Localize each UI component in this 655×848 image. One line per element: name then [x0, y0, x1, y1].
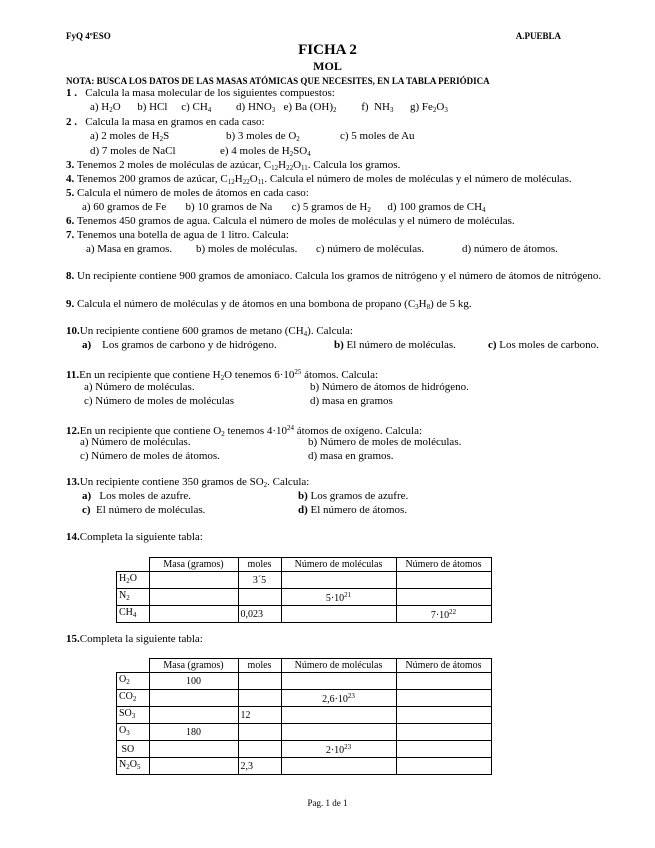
- table-row: [117, 724, 492, 741]
- q10-option-a: [82, 339, 277, 352]
- question-text: En un recipiente que contiene: [79, 369, 213, 381]
- q7-option-c: c) número de moléculas.: [316, 243, 425, 255]
- question-text-end: ). Calcula:: [307, 325, 353, 337]
- question-number: 6.: [66, 215, 75, 227]
- molecules-cell[interactable]: [281, 606, 396, 623]
- option-text: El número de moléculas.: [346, 339, 456, 351]
- q13-option-d: [298, 504, 407, 517]
- question-number: 10.: [66, 325, 80, 337]
- option-text: El número de moléculas.: [96, 504, 206, 516]
- note: NOTA: BUSCA LOS DATOS DE LAS MASAS ATÓMICAS QUE NECESITES, EN LA TABLA PERIÓDICA: [66, 76, 490, 86]
- atoms-cell[interactable]: [396, 707, 491, 724]
- q12-option-a: a) Número de moléculas.: [80, 436, 191, 448]
- option-text: Los gramos de azufre.: [310, 490, 409, 502]
- table-header-row: [117, 659, 492, 673]
- question-text-end: átomos. Calcula:: [301, 369, 379, 381]
- question-text-end: . Calcula:: [267, 476, 310, 488]
- question-number: 1 .: [66, 87, 77, 99]
- q2-options-row-1: a) 2 moles de $H_2S$: [90, 130, 170, 143]
- formula-cell: $SO_3$: [117, 707, 150, 724]
- formula-cell: $N_2$: [117, 589, 150, 606]
- question-text: Un recipiente contiene 900 gramos de amoniaco. Calcula los gramos de nitrógeno y el número de átomos de nitrógeno.: [77, 270, 602, 282]
- question-text: Tenemos 450 gramos de agua. Calcula el número de moles de moléculas y el número de moléculas.: [76, 215, 515, 227]
- q13-option-b: [298, 490, 408, 503]
- table-header-row: [117, 558, 492, 572]
- option-label: c): [488, 339, 497, 351]
- atoms-cell[interactable]: [396, 690, 491, 707]
- option-text: Los moles de azufre.: [99, 490, 192, 502]
- question-number: 7.: [66, 229, 75, 241]
- question-text-end: ) de 5 kg.: [430, 298, 472, 310]
- q12-option-c: c) Número de moles de átomos.: [80, 450, 220, 462]
- option-label: b): [334, 339, 344, 351]
- page-subtitle: MOL: [313, 59, 342, 73]
- exponent: 22: [449, 608, 457, 616]
- formula-cell: $CH_4$: [117, 606, 150, 623]
- atoms-cell[interactable]: [396, 673, 491, 690]
- table-row: [117, 589, 492, 606]
- exponent: 25: [294, 368, 302, 376]
- question-text: Completa la siguiente tabla:: [79, 531, 203, 543]
- molecules-cell[interactable]: [281, 741, 396, 758]
- header-cell: Número de átomos: [396, 659, 491, 673]
- option-text: Los moles de carbono.: [499, 339, 599, 351]
- mass-cell[interactable]: [149, 758, 238, 775]
- q10-option-c: [488, 339, 599, 352]
- moles-cell[interactable]: [238, 724, 281, 741]
- header-cell: Masa (gramos): [149, 558, 238, 572]
- q2-option-c: c) 5 moles de Au: [340, 130, 415, 142]
- table-row: [117, 690, 492, 707]
- question-text: Calcula el número de moles de átomos en cada caso:: [77, 187, 309, 199]
- question-number: 14.: [66, 531, 80, 543]
- question-5: [66, 187, 309, 200]
- exponent: 21: [344, 591, 352, 599]
- q13-option-a: [82, 490, 191, 503]
- exponent: 23: [347, 692, 355, 700]
- question-text: Calcula el número de moléculas y de átomos en una bombona de propano (: [77, 298, 408, 310]
- course-label: FyQ 4ºESO: [66, 31, 111, 41]
- q2-option-d: d) 7 moles de NaCl: [90, 145, 176, 157]
- exponent: 24: [287, 424, 295, 432]
- question-4: 4. Tenemos 200 gramos de azúcar, $C_{12}H_{22}O_{11}$. Calcula el número de moles de moléculas y el número de moléculas.: [66, 173, 572, 186]
- mass-cell[interactable]: [149, 690, 238, 707]
- moles-cell[interactable]: 0,023: [238, 606, 281, 623]
- cell-value: 2,6·10: [322, 694, 348, 705]
- question-text: Calcula la masa molecular de los siguientes compuestos:: [85, 87, 335, 99]
- cell-value: 2·10: [325, 745, 345, 756]
- question-2: [66, 116, 265, 129]
- option-label: c): [82, 504, 91, 516]
- q7-option-d: d) número de átomos.: [462, 243, 558, 255]
- page-footer: Pag. 1 de 1: [307, 798, 348, 808]
- option-label: b): [298, 490, 308, 502]
- q2-option-e: e) 4 moles de $H_2SO_4$: [220, 145, 311, 158]
- mass-cell[interactable]: [149, 707, 238, 724]
- exponent: 23: [344, 743, 352, 751]
- q13-option-c: [82, 504, 205, 517]
- q11-option-a: a) Número de moléculas.: [84, 381, 195, 393]
- option-text: El número de átomos.: [310, 504, 408, 516]
- question-text: Un recipiente contiene 350 gramos de: [79, 476, 250, 488]
- q12-option-b: b) Número de moles de moléculas.: [308, 436, 462, 448]
- corner-cell: [117, 659, 150, 673]
- header-cell: Número de átomos: [396, 558, 491, 572]
- question-12: 12.En un recipiente que contiene $O_2$ tenemos $4\cdot 10^{24}$ átomos de oxígeno. Calcula:: [66, 424, 423, 438]
- atoms-cell[interactable]: [396, 606, 491, 623]
- question-text: Tenemos 200 gramos de azúcar,: [76, 173, 221, 185]
- question-10: 10.Un recipiente contiene 600 gramos de metano $(CH_4)$. Calcula:: [66, 325, 353, 338]
- moles-cell[interactable]: [238, 741, 281, 758]
- formula-cell: $O_2$: [117, 673, 150, 690]
- question-text-end: átomos de oxígeno. Calcula:: [294, 425, 423, 437]
- question-14: [66, 531, 203, 544]
- question-number: 12.: [66, 425, 80, 437]
- question-text-end: . Calcula los gramos.: [307, 159, 401, 171]
- formula-cell: $O_3$: [117, 724, 150, 741]
- question-11: 11.En un recipiente que contiene $H_2O$ tenemos $6\cdot 10^{25}$ átomos. Calcula:: [66, 368, 379, 382]
- table-row: [117, 707, 492, 724]
- atoms-cell[interactable]: [396, 589, 491, 606]
- question-9: 9. Calcula el número de moléculas y de átomos en una bombona de propano $(C_3H_8)$ de 5 kg.: [66, 298, 472, 311]
- question-number: 8.: [66, 270, 75, 282]
- question-number: 9.: [66, 298, 75, 310]
- question-15: [66, 633, 203, 646]
- question-text: Completa la siguiente tabla:: [79, 633, 203, 645]
- mass-cell[interactable]: [149, 589, 238, 606]
- question-1: [66, 87, 335, 100]
- question-8: [66, 270, 622, 283]
- moles-cell[interactable]: 12: [238, 707, 281, 724]
- molecules-cell[interactable]: [281, 707, 396, 724]
- q12-option-d: d) masa en gramos.: [308, 450, 394, 462]
- question-text: Tenemos una botella de agua de 1 litro. Calcula:: [76, 229, 289, 241]
- moles-cell[interactable]: 3´5: [238, 572, 281, 589]
- header-cell: moles: [238, 558, 281, 572]
- question-number: 5.: [66, 187, 75, 199]
- question-number: 3.: [66, 159, 75, 171]
- question-number: 15.: [66, 633, 80, 645]
- question-text: Calcula la masa en gramos en cada caso:: [85, 116, 265, 128]
- formula-cell: $N_2O_5$: [117, 758, 150, 775]
- q11-option-c: c) Número de moles de moléculas: [84, 395, 234, 407]
- q11-option-d: d) masa en gramos: [310, 395, 393, 407]
- molecules-cell[interactable]: [281, 572, 396, 589]
- q7-option-b: b) moles de moléculas.: [196, 243, 298, 255]
- molecules-cell[interactable]: [281, 589, 396, 606]
- question-text: Tenemos 2 moles de moléculas de azúcar,: [76, 159, 264, 171]
- moles-cell[interactable]: [238, 589, 281, 606]
- molecules-cell[interactable]: [281, 690, 396, 707]
- atoms-cell[interactable]: [396, 758, 491, 775]
- header-cell: Número de moléculas: [281, 558, 396, 572]
- mass-cell[interactable]: [149, 741, 238, 758]
- option-label: a): [82, 490, 92, 502]
- question-number: 13.: [66, 476, 80, 488]
- atoms-cell[interactable]: [396, 572, 491, 589]
- question-text-mid: tenemos 4·10: [224, 425, 288, 437]
- moles-cell[interactable]: 2,3: [238, 758, 281, 775]
- table-row: [117, 758, 492, 775]
- formula-cell: $H_2O$: [117, 572, 150, 589]
- question-text: Un recipiente contiene 600 gramos de metano (: [79, 325, 289, 337]
- question-number: 11.: [66, 369, 80, 381]
- moles-cell[interactable]: [238, 673, 281, 690]
- molecules-cell[interactable]: [281, 673, 396, 690]
- q10-option-b: [334, 339, 456, 352]
- q11-option-b: b) Número de átomos de hidrógeno.: [310, 381, 469, 393]
- question-3: 3. Tenemos 2 moles de moléculas de azúcar, $C_{12}H_{22}O_{11}$. Calcula los gramos.: [66, 159, 401, 172]
- mass-cell[interactable]: [149, 606, 238, 623]
- question-text-end: . Calcula el número de moles de moléculas y el número de moléculas.: [264, 173, 572, 185]
- table-row: [117, 741, 492, 758]
- question-text: En un recipiente que contiene: [79, 425, 214, 437]
- question-7: [66, 229, 289, 242]
- cell-value: 5·10: [325, 593, 345, 604]
- header-cell: Número de moléculas: [281, 659, 396, 673]
- question-number: 2 .: [66, 116, 77, 128]
- table-15: [116, 658, 492, 775]
- option-text: Los gramos de carbono y de hidrógeno.: [102, 339, 277, 351]
- option-label: d): [298, 504, 308, 516]
- question-13: 13.Un recipiente contiene 350 gramos de $SO_2$. Calcula:: [66, 476, 310, 489]
- moles-cell[interactable]: [238, 690, 281, 707]
- table-row: [117, 572, 492, 589]
- mass-cell[interactable]: 180: [149, 724, 238, 741]
- atoms-cell[interactable]: [396, 724, 491, 741]
- table-row: [117, 606, 492, 623]
- q2-option-b: b) 3 moles de $O_2$: [226, 130, 300, 143]
- author-label: A.PUEBLA: [515, 31, 561, 41]
- molecules-cell[interactable]: [281, 724, 396, 741]
- q7-option-a: a) Masa en gramos.: [86, 243, 173, 255]
- formula-cell: SO: [117, 741, 150, 758]
- question-number: 4.: [66, 173, 75, 185]
- page-title: FICHA 2: [298, 42, 357, 58]
- corner-cell: [117, 558, 150, 572]
- q5-options: a) 60 gramos de Fe b) 10 gramos de Na c) 5 gramos de $H_2$ d) 100 gramos de $CH_4$: [82, 201, 486, 214]
- option-label: a): [82, 339, 92, 351]
- header-cell: moles: [238, 659, 281, 673]
- header-cell: Masa (gramos): [149, 659, 238, 673]
- table-14: [116, 557, 492, 623]
- table-row: [117, 673, 492, 690]
- cell-value: 7·10: [430, 610, 450, 621]
- molecules-cell[interactable]: [281, 758, 396, 775]
- atoms-cell[interactable]: [396, 741, 491, 758]
- formula-cell: $CO_2$: [117, 690, 150, 707]
- question-6: [66, 215, 515, 228]
- mass-cell[interactable]: 100: [149, 673, 238, 690]
- question-text-mid: tenemos 6·10: [232, 369, 295, 381]
- q1-options: a) $H_2O$ b) HCl c) $CH_4$ d) $HNO_3$ e) Ba $(OH)_2$ f) $NH_3$ g) $Fe_2O_3$: [90, 101, 448, 114]
- mass-cell[interactable]: [149, 572, 238, 589]
